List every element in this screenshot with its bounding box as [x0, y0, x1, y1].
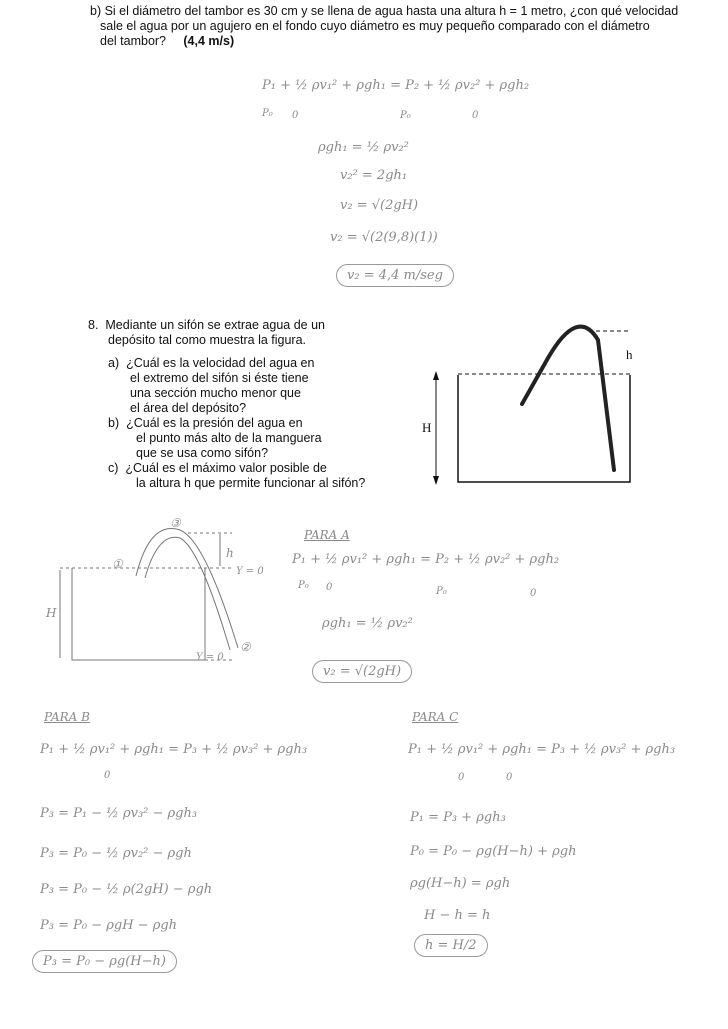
para-c-eq1: P₁ + ½ ρv₁² + ρgh₁ = P₃ + ½ ρv₃² + ρgh₃: [408, 742, 676, 757]
hand-hose-inner: [145, 537, 230, 650]
para-b-eq4: P₃ = P₀ − ½ ρ(2gH) − ρgh: [40, 882, 213, 897]
para-a-result: v₂ = √(2gH): [312, 660, 412, 683]
para-a-zerob: 0: [530, 588, 537, 599]
para-a-eq2: ρgh₁ = ½ ρv₂²: [322, 616, 413, 631]
para-b-title: PARA B: [44, 710, 90, 724]
q-b-line2: el punto más alto de la manguera: [136, 431, 322, 445]
hand-tank: [72, 568, 205, 660]
problem-8-number: 8.: [88, 318, 99, 332]
hand-point-2: ②: [240, 640, 251, 654]
q-b-label: b): [108, 416, 120, 430]
problem-8-intro1: Mediante un sifón se extrae agua de un: [105, 318, 325, 332]
para-a-title: PARA A: [304, 528, 350, 542]
para-a-p0b: P₀: [436, 586, 447, 597]
work-b-p0-right: P₀: [400, 110, 411, 121]
para-a-p0a: P₀: [298, 580, 309, 591]
problem-8-intro2: depósito tal como muestra la figura.: [108, 333, 307, 347]
q-a-line4: el área del depósito?: [130, 401, 247, 415]
para-a-eq1: P₁ + ½ ρv₁² + ρgh₁ = P₂ + ½ ρv₂² + ρgh₂: [292, 552, 560, 567]
hand-point-1: ①: [112, 557, 123, 571]
para-c-title: PARA C: [412, 710, 459, 724]
para-c-eq5: H − h = h: [424, 908, 491, 923]
problem-b-line3: del tambor?: [100, 34, 167, 48]
work-b-zero-2: 0: [472, 110, 479, 121]
siphon-figure: [433, 327, 632, 485]
para-c-zero2: 0: [506, 772, 513, 783]
problem-b-line2: sale el agua por un agujero en el fondo cuyo diámetro es muy pequeño comparado con el diámetro: [100, 19, 650, 33]
q-c-line1: ¿Cuál es el máximo valor posible de: [125, 461, 327, 475]
hand-H-label: H: [46, 606, 57, 620]
work-b-eq5: v₂ = √(2(9,8)(1)): [330, 230, 438, 245]
siphon-hose: [522, 327, 614, 470]
H-arrow-top: [433, 371, 439, 380]
work-b-eq4: v₂ = √(2gH): [340, 198, 419, 213]
work-b-p0-left: P₀: [262, 108, 273, 119]
para-b-result: P₃ = P₀ − ρg(H−h): [32, 950, 177, 973]
q-a-line1: ¿Cuál es la velocidad del agua en: [126, 356, 315, 370]
hand-y0-bottom: Y = 0: [196, 652, 224, 663]
figure-h-label: h: [626, 347, 633, 362]
hand-siphon-figure: [60, 528, 238, 660]
para-a-zeroa: 0: [326, 582, 333, 593]
q-b-line1: ¿Cuál es la presión del agua en: [126, 416, 303, 430]
para-c-eq2: P₁ = P₃ + ρgh₃: [410, 810, 506, 825]
q-b-line3: que se usa como sifón?: [136, 446, 269, 460]
q-a-label: a): [108, 356, 120, 370]
para-b-eq3: P₃ = P₀ − ½ ρv₂² − ρgh: [40, 846, 192, 861]
para-b-eq2: P₃ = P₁ − ½ ρv₃² − ρgh₃: [40, 806, 198, 821]
H-arrow-bottom: [433, 476, 439, 485]
para-c-eq3: P₀ = P₀ − ρg(H−h) + ρgh: [410, 844, 577, 859]
work-b-eq1: P₁ + ½ ρv₁² + ρgh₁ = P₂ + ½ ρv₂² + ρgh₂: [262, 78, 530, 93]
para-c-result: h = H/2: [414, 934, 488, 957]
para-c-eq4: ρg(H−h) = ρgh: [410, 876, 511, 891]
hand-h-label: h: [226, 546, 234, 560]
para-b-zero: 0: [104, 770, 111, 781]
work-b-eq2: ρgh₁ = ½ ρv₂²: [318, 140, 409, 155]
figure-H-label: H: [422, 420, 432, 435]
work-b-result: v₂ = 4,4 m/seg: [336, 264, 454, 287]
para-c-zero1: 0: [458, 772, 465, 783]
problem-b-answer: (4,4 m/s): [183, 34, 235, 48]
hand-y0-top: Y = 0: [236, 566, 264, 577]
hand-hose-outer: [136, 528, 238, 648]
q-c-line2: la altura h que permite funcionar al sifón?: [136, 476, 366, 490]
q-c-label: c): [108, 461, 119, 475]
work-b-eq3: v₂² = 2gh₁: [340, 168, 408, 183]
work-b-zero-1: 0: [292, 110, 299, 121]
problem-b-line1: b) Si el diámetro del tambor es 30 cm y se llena de agua hasta una altura h = 1 metro, ¿con qué velocidad: [90, 4, 679, 18]
para-b-eq1: P₁ + ½ ρv₁² + ρgh₁ = P₃ + ½ ρv₃² + ρgh₃: [40, 742, 308, 757]
q-a-line3: una sección mucho menor que: [130, 386, 301, 400]
hand-point-3: ③: [170, 516, 181, 530]
para-b-eq5: P₃ = P₀ − ρgH − ρgh: [40, 918, 178, 933]
q-a-line2: el extremo del sifón si éste tiene: [130, 371, 309, 385]
